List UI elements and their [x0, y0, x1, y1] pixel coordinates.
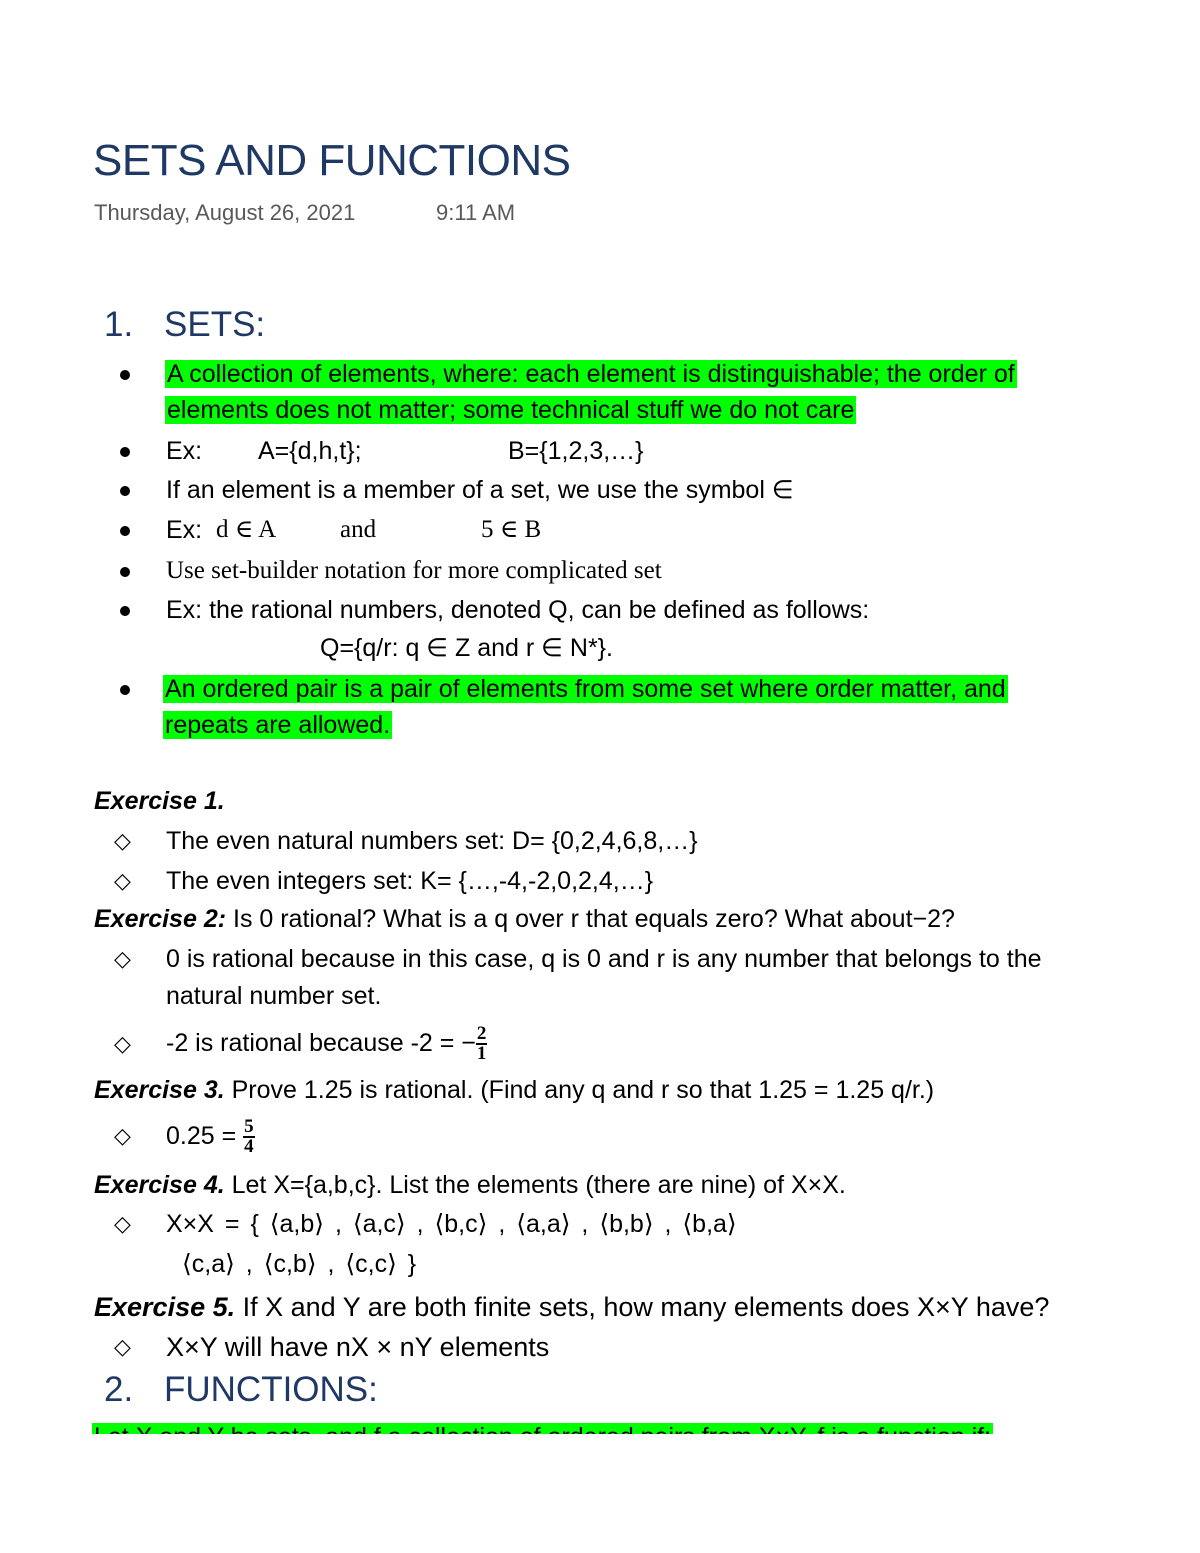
bullet-dot-icon: [120, 526, 130, 536]
set-a: A={d,h,t};: [258, 437, 362, 465]
membership-b: 5 ∈ B: [481, 516, 542, 543]
exercise-4-label: Exercise 4.: [94, 1171, 225, 1199]
section-functions-heading: [104, 1370, 378, 1410]
list-item-cont: repeats are allowed.: [165, 711, 391, 739]
section-title: SETS:: [164, 305, 266, 344]
bullet-dot-icon: [120, 685, 130, 695]
exercise-3: [94, 1072, 934, 1108]
list-item-cont: natural number set.: [166, 982, 382, 1010]
diamond-outline-icon: ◇: [114, 1031, 131, 1056]
page-time: 9:11 AM: [436, 200, 516, 225]
exercise-5: [94, 1289, 1049, 1325]
bullet-dot-icon: [120, 606, 130, 616]
list-item: A collection of elements, where: each element is distinguishable; the order of: [167, 360, 1015, 388]
list-item: -2 is rational because -2 = − $\frac{2}{1}$: [166, 1023, 487, 1065]
diamond-outline-icon: ◇: [114, 828, 131, 853]
exercise-2-label: Exercise 2:: [94, 905, 227, 933]
list-item: If an element is a member of a set, we use the symbol ∈: [166, 476, 794, 504]
exercise-5-label: Exercise 5.: [94, 1292, 236, 1322]
diamond-outline-icon: ◇: [114, 1334, 131, 1359]
list-item-cont: elements does not matter; some technical stuff we do not care: [167, 396, 855, 424]
exercise-4: [94, 1167, 846, 1203]
list-item: Use set-builder notation for more complicated set: [166, 557, 662, 584]
diamond-outline-icon: ◇: [114, 868, 131, 893]
exercise-5-question: If X and Y are both finite sets, how many elements does X×Y have?: [235, 1292, 1050, 1322]
exercise-3-label: Exercise 3.: [94, 1076, 225, 1104]
list-item: X×Y will have nX × nY elements: [166, 1332, 550, 1362]
exercise-3-question: Prove 1.25 is rational. (Find any q and r so that 1.25 = 1.25 q/r.): [224, 1076, 935, 1104]
set-b: B={1,2,3,…}: [508, 437, 644, 465]
bullet-dot-icon: [120, 567, 130, 577]
list-item: Ex: the rational numbers, denoted Q, can be defined as follows:: [166, 596, 870, 624]
list-item: 0.25 = $\frac{5}{4}$: [166, 1116, 254, 1158]
rational-formula: Q={q/r: q ∈ Z and r ∈ N*}.: [320, 634, 613, 662]
membership-a: d ∈ A: [216, 516, 277, 543]
list-item-cont: ⟨c,a⟩ , ⟨c,b⟩ , ⟨c,c⟩ }: [182, 1250, 417, 1278]
diamond-outline-icon: ◇: [114, 946, 131, 971]
page-date: Thursday, August 26, 2021: [94, 200, 356, 225]
page-title: SETS AND FUNCTIONS: [93, 136, 571, 185]
list-item: 0 is rational because in this case, q is 0 and r is any number that belongs to the: [166, 945, 1042, 973]
list-item: An ordered pair is a pair of elements from some set where order matter, and: [165, 675, 1006, 703]
diamond-outline-icon: ◇: [114, 1211, 131, 1236]
and-word: and: [340, 516, 377, 543]
bullet-dot-icon: [120, 370, 130, 380]
ex-label: Ex:: [166, 516, 203, 544]
list-item: X×X = { ⟨a,b⟩ , ⟨a,c⟩ , ⟨b,c⟩ , ⟨a,a⟩ , ⟨b,b⟩ , ⟨b,a⟩: [166, 1210, 737, 1238]
exercise-4-question: Let X={a,b,c}. List the elements (there are nine) of X×X.: [224, 1171, 846, 1199]
bullet-dot-icon: [120, 447, 130, 457]
list-item: The even integers set: K= {…,-4,-2,0,2,4,…}: [166, 867, 654, 895]
fraction: $\frac{2}{1}$: [476, 1023, 487, 1065]
bullet-dot-icon: [120, 486, 130, 496]
page-cutoff: [0, 1434, 1200, 1553]
section-number: 1.: [104, 305, 134, 344]
diamond-outline-icon: ◇: [114, 1123, 131, 1148]
exercise-1-label: Exercise 1.: [94, 787, 225, 815]
ex-label: Ex:: [166, 437, 203, 465]
list-item: The even natural numbers set: D= {0,2,4,6,8,…}: [166, 827, 698, 855]
section-sets-heading: [104, 305, 265, 345]
exercise-2: [94, 901, 955, 937]
fraction: $\frac{5}{4}$: [244, 1116, 254, 1158]
section-title: FUNCTIONS:: [164, 1370, 378, 1409]
exercise-2-question: Is 0 rational? What is a q over r that equals zero? What about−2?: [226, 905, 955, 933]
section-number: 2.: [104, 1370, 134, 1409]
